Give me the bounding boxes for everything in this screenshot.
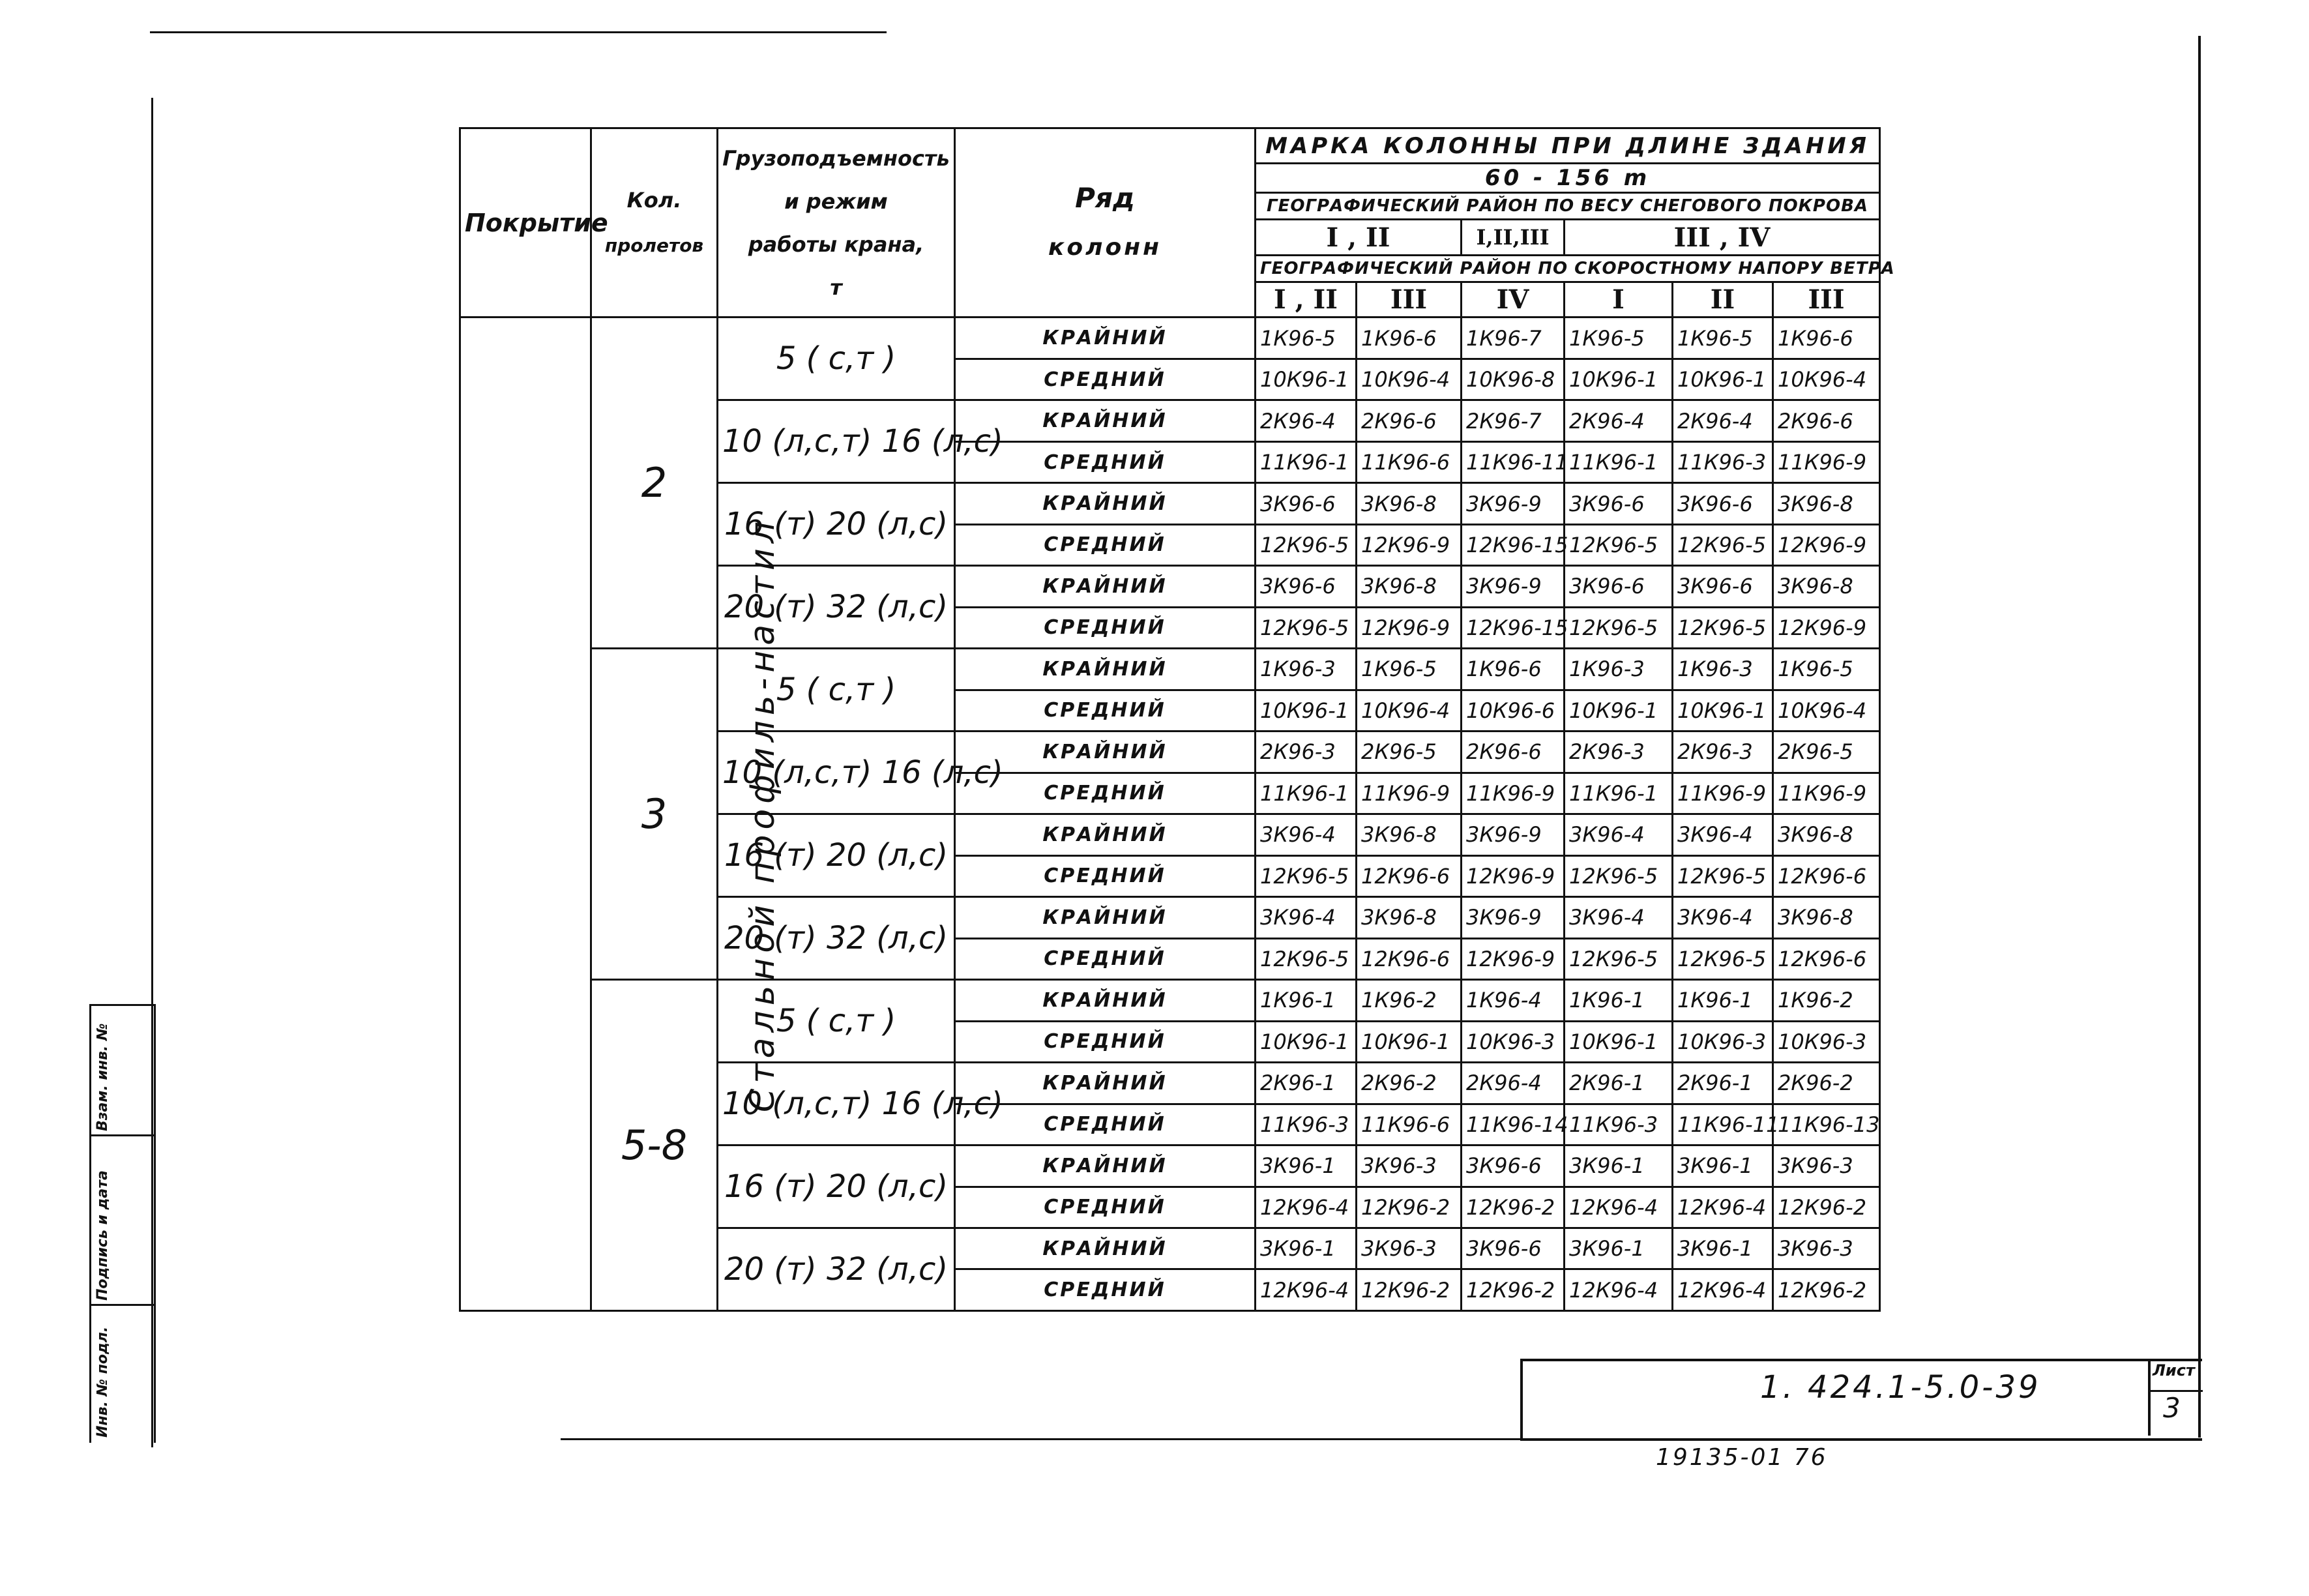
column-row-type: СРЕДНИЙ	[955, 690, 1256, 731]
header-wind-col-1: I , II	[1256, 282, 1357, 318]
crane-capacity: 5 ( с,т )	[718, 649, 955, 732]
column-mark: 2К96-6	[1357, 400, 1462, 441]
column-mark: 11К96-9	[1357, 773, 1462, 814]
spans-count: 2	[591, 318, 718, 649]
column-mark: 12К96-5	[1673, 524, 1773, 565]
column-row-type: СРЕДНИЙ	[955, 607, 1256, 648]
column-mark: 1К96-7	[1462, 318, 1565, 359]
column-mark: 3К96-1	[1565, 1145, 1673, 1187]
column-mark: 12К96-5	[1565, 855, 1673, 896]
column-mark: 12К96-5	[1673, 938, 1773, 979]
column-mark: 3К96-3	[1357, 1228, 1462, 1269]
column-mark: 3К96-9	[1462, 814, 1565, 855]
column-mark: 1К96-5	[1565, 318, 1673, 359]
spans-count: 3	[591, 649, 718, 980]
column-mark: 10К96-1	[1565, 690, 1673, 731]
crane-capacity: 10 (л,с,т) 16 (л,с)	[718, 732, 955, 814]
approval-stamp	[89, 1004, 156, 1443]
column-mark: 12К96-5	[1565, 607, 1673, 648]
column-mark: 11К96-11	[1673, 1104, 1773, 1145]
header-snow-group-3: III , IV	[1565, 220, 1880, 255]
column-mark: 10К96-4	[1357, 690, 1462, 731]
column-mark: 12К96-9	[1357, 607, 1462, 648]
header-wind-col-5: II	[1673, 282, 1773, 318]
column-mark: 10К96-1	[1357, 1021, 1462, 1062]
column-mark: 2К96-4	[1565, 400, 1673, 441]
column-mark: 2К96-1	[1673, 1063, 1773, 1104]
header-ryad	[955, 128, 1256, 318]
column-mark: 2К96-3	[1256, 732, 1357, 773]
column-mark: 12К96-4	[1565, 1269, 1673, 1311]
column-mark: 3К96-8	[1357, 566, 1462, 607]
column-mark: 3К96-6	[1565, 566, 1673, 607]
column-mark: 2К96-4	[1462, 1063, 1565, 1104]
column-mark: 12К96-5	[1256, 855, 1357, 896]
column-mark: 10К96-4	[1357, 359, 1462, 400]
column-mark: 11К96-6	[1357, 441, 1462, 482]
column-mark: 1К96-1	[1565, 980, 1673, 1021]
top-frame-line	[150, 31, 887, 33]
header-length: 60 - 156 m	[1256, 164, 1880, 193]
crane-capacity: 16 (т) 20 (л,с)	[718, 483, 955, 566]
column-mark: 11К96-9	[1673, 773, 1773, 814]
column-mark: 1К96-1	[1673, 980, 1773, 1021]
crane-capacity: 20 (т) 32 (л,с)	[718, 1228, 955, 1310]
column-mark: 2К96-1	[1256, 1063, 1357, 1104]
header-snow-group-2: I,II,III	[1462, 220, 1565, 255]
column-mark: 10К96-1	[1673, 690, 1773, 731]
column-marks-table	[459, 127, 1895, 1312]
column-mark: 3К96-8	[1773, 897, 1880, 938]
column-mark: 3К96-1	[1673, 1145, 1773, 1187]
crane-capacity: 16 (т) 20 (л,с)	[718, 814, 955, 897]
column-row-type: КРАЙНИЙ	[955, 483, 1256, 524]
header-capacity-line-3: работы крана,	[748, 231, 924, 257]
header-wind-col-3: IV	[1462, 282, 1565, 318]
header-wind-region: ГЕОГРАФИЧЕСКИЙ РАЙОН ПО СКОРОСТНОМУ НАПОРУ ВЕТРА	[1256, 255, 1880, 282]
stamp-label-inv-podl: Инв. № подл.	[95, 1326, 111, 1438]
column-mark: 3К96-4	[1565, 814, 1673, 855]
column-mark: 1К96-4	[1462, 980, 1565, 1021]
column-row-type: СРЕДНИЙ	[955, 1187, 1256, 1228]
column-mark: 3К96-6	[1673, 566, 1773, 607]
column-mark: 1К96-1	[1256, 980, 1357, 1021]
column-mark: 11К96-3	[1673, 441, 1773, 482]
column-mark: 12К96-6	[1357, 855, 1462, 896]
column-mark: 1К96-6	[1462, 649, 1565, 690]
column-mark: 2К96-4	[1256, 400, 1357, 441]
column-mark: 3К96-1	[1565, 1228, 1673, 1269]
column-mark: 3К96-4	[1673, 897, 1773, 938]
column-mark: 12К96-9	[1462, 938, 1565, 979]
column-mark: 11К96-3	[1256, 1104, 1357, 1145]
column-mark: 3К96-3	[1357, 1145, 1462, 1187]
column-mark: 2К96-6	[1773, 400, 1880, 441]
header-capacity-line-2: и режим	[784, 188, 888, 214]
column-mark: 2К96-4	[1673, 400, 1773, 441]
header-kol	[591, 128, 718, 318]
column-mark: 1К96-6	[1773, 318, 1880, 359]
column-mark: 1К96-6	[1357, 318, 1462, 359]
header-snow-group-1: I , II	[1256, 220, 1462, 255]
column-mark: 3К96-1	[1256, 1145, 1357, 1187]
column-mark: 12К96-5	[1256, 607, 1357, 648]
column-mark: 2К96-3	[1673, 732, 1773, 773]
column-mark: 11К96-14	[1462, 1104, 1565, 1145]
crane-capacity: 5 ( с,т )	[718, 318, 955, 400]
column-mark: 10К96-8	[1462, 359, 1565, 400]
column-mark: 3К96-9	[1462, 897, 1565, 938]
crane-capacity: 20 (т) 32 (л,с)	[718, 897, 955, 980]
table-row	[460, 318, 1880, 359]
column-mark: 11К96-1	[1565, 441, 1673, 482]
crane-capacity: 10 (л,с,т) 16 (л,с)	[718, 1063, 955, 1145]
covering-label: Стальной профиль-настил	[743, 516, 782, 1112]
column-mark: 3К96-8	[1773, 566, 1880, 607]
column-mark: 2К96-2	[1773, 1063, 1880, 1104]
column-mark: 2К96-5	[1773, 732, 1880, 773]
column-mark: 12К96-5	[1673, 607, 1773, 648]
column-mark: 11К96-1	[1565, 773, 1673, 814]
column-mark: 1К96-3	[1256, 649, 1357, 690]
column-mark: 2К96-1	[1565, 1063, 1673, 1104]
column-mark: 3К96-6	[1256, 566, 1357, 607]
column-mark: 10К96-1	[1673, 359, 1773, 400]
column-mark: 11К96-9	[1773, 441, 1880, 482]
column-mark: 1К96-2	[1773, 980, 1880, 1021]
column-mark: 12К96-4	[1256, 1269, 1357, 1311]
stamp-label-podpis: Подпись и дата	[95, 1170, 111, 1301]
column-mark: 10К96-4	[1773, 359, 1880, 400]
stamp-label-vzam: Взам. инв. №	[95, 1023, 111, 1131]
column-mark: 12К96-5	[1565, 524, 1673, 565]
column-mark: 1К96-5	[1673, 318, 1773, 359]
column-mark: 1К96-3	[1565, 649, 1673, 690]
column-mark: 11К96-1	[1256, 773, 1357, 814]
column-mark: 12К96-6	[1357, 938, 1462, 979]
column-row-type: СРЕДНИЙ	[955, 359, 1256, 400]
column-row-type: СРЕДНИЙ	[955, 938, 1256, 979]
column-mark: 12К96-4	[1256, 1187, 1357, 1228]
column-row-type: СРЕДНИЙ	[955, 855, 1256, 896]
column-mark: 2К96-6	[1462, 732, 1565, 773]
column-mark: 3К96-8	[1357, 897, 1462, 938]
column-mark: 3К96-6	[1673, 483, 1773, 524]
column-mark: 2К96-7	[1462, 400, 1565, 441]
column-mark: 3К96-1	[1256, 1228, 1357, 1269]
crane-capacity: 16 (т) 20 (л,с)	[718, 1145, 955, 1228]
header-capacity	[718, 128, 955, 318]
header-wind-col-4: I	[1565, 282, 1673, 318]
column-mark: 3К96-4	[1256, 897, 1357, 938]
column-mark: 3К96-1	[1673, 1228, 1773, 1269]
column-mark: 3К96-4	[1565, 897, 1673, 938]
column-mark: 10К96-3	[1462, 1021, 1565, 1062]
column-row-type: СРЕДНИЙ	[955, 1269, 1256, 1311]
column-mark: 12К96-9	[1773, 607, 1880, 648]
header-wind-col-2: III	[1357, 282, 1462, 318]
column-mark: 2К96-3	[1565, 732, 1673, 773]
bottom-frame-line	[561, 1438, 1525, 1440]
column-mark: 1К96-5	[1357, 649, 1462, 690]
column-row-type: СРЕДНИЙ	[955, 441, 1256, 482]
header-ryad-line-1: Ряд	[1075, 181, 1135, 214]
column-row-type: КРАЙНИЙ	[955, 318, 1256, 359]
header-wind-col-6: III	[1773, 282, 1880, 318]
table-row	[460, 980, 1880, 1021]
column-mark: 1К96-3	[1673, 649, 1773, 690]
column-mark: 3К96-6	[1565, 483, 1673, 524]
column-mark: 3К96-8	[1773, 814, 1880, 855]
column-mark: 12К96-5	[1673, 855, 1773, 896]
column-row-type: КРАЙНИЙ	[955, 814, 1256, 855]
column-mark: 12К96-6	[1773, 938, 1880, 979]
column-mark: 11К96-13	[1773, 1104, 1880, 1145]
column-row-type: КРАЙНИЙ	[955, 1228, 1256, 1269]
column-mark: 11К96-3	[1565, 1104, 1673, 1145]
column-mark: 3К96-8	[1357, 483, 1462, 524]
column-mark: 12К96-15	[1462, 607, 1565, 648]
column-mark: 3К96-6	[1462, 1145, 1565, 1187]
column-mark: 1К96-2	[1357, 980, 1462, 1021]
column-mark: 3К96-8	[1357, 814, 1462, 855]
column-row-type: КРАЙНИЙ	[955, 1063, 1256, 1104]
column-mark: 12К96-9	[1462, 855, 1565, 896]
column-mark: 10К96-1	[1565, 359, 1673, 400]
column-mark: 10К96-4	[1773, 690, 1880, 731]
column-mark: 12К96-2	[1462, 1269, 1565, 1311]
sheet-label: Лист	[2153, 1361, 2195, 1380]
column-row-type: КРАЙНИЙ	[955, 566, 1256, 607]
sheet-number: 3	[2163, 1392, 2181, 1424]
column-mark: 10К96-6	[1462, 690, 1565, 731]
crane-capacity: 20 (т) 32 (л,с)	[718, 566, 955, 649]
column-row-type: КРАЙНИЙ	[955, 732, 1256, 773]
column-mark: 3К96-9	[1462, 483, 1565, 524]
column-row-type: СРЕДНИЙ	[955, 773, 1256, 814]
column-mark: 11К96-6	[1357, 1104, 1462, 1145]
crane-capacity: 10 (л,с,т) 16 (л,с)	[718, 400, 955, 483]
column-mark: 3К96-9	[1462, 566, 1565, 607]
column-row-type: КРАЙНИЙ	[955, 980, 1256, 1021]
column-mark: 2К96-5	[1357, 732, 1462, 773]
column-mark: 12К96-6	[1773, 855, 1880, 896]
header-kol-label: Кол.	[626, 187, 682, 213]
column-mark: 3К96-3	[1773, 1228, 1880, 1269]
spans-count: 5-8	[591, 980, 718, 1311]
column-mark: 3К96-4	[1256, 814, 1357, 855]
column-mark: 11К96-11	[1462, 441, 1565, 482]
column-mark: 12К96-2	[1773, 1269, 1880, 1311]
column-mark: 2К96-2	[1357, 1063, 1462, 1104]
column-mark: 12К96-4	[1673, 1269, 1773, 1311]
header-proletov-label: пролетов	[604, 234, 704, 256]
column-mark: 12К96-4	[1673, 1187, 1773, 1228]
column-mark: 12К96-2	[1357, 1269, 1462, 1311]
column-mark: 12К96-15	[1462, 524, 1565, 565]
column-mark: 1К96-5	[1773, 649, 1880, 690]
column-mark: 12К96-2	[1773, 1187, 1880, 1228]
header-ryad-line-2: колонн	[1048, 233, 1162, 261]
column-mark: 11К96-1	[1256, 441, 1357, 482]
column-mark: 12К96-4	[1565, 1187, 1673, 1228]
column-row-type: КРАЙНИЙ	[955, 1145, 1256, 1187]
column-mark: 3К96-3	[1773, 1145, 1880, 1187]
column-row-type: СРЕДНИЙ	[955, 1104, 1256, 1145]
column-mark: 11К96-9	[1462, 773, 1565, 814]
document-code: 1. 424.1-5.0-39	[1760, 1369, 2041, 1406]
column-mark: 10К96-1	[1256, 690, 1357, 731]
column-mark: 10К96-1	[1256, 1021, 1357, 1062]
column-row-type: КРАЙНИЙ	[955, 897, 1256, 938]
crane-capacity: 5 ( с,т )	[718, 980, 955, 1063]
column-mark: 12К96-9	[1357, 524, 1462, 565]
column-mark: 12К96-9	[1773, 524, 1880, 565]
header-snow-region: ГЕОГРАФИЧЕСКИЙ РАЙОН ПО ВЕСУ СНЕГОВОГО ПОКРОВА	[1256, 192, 1880, 220]
column-mark: 12К96-2	[1462, 1187, 1565, 1228]
column-mark: 3К96-4	[1673, 814, 1773, 855]
column-mark: 12К96-2	[1357, 1187, 1462, 1228]
footer-code: 19135-01 76	[1656, 1444, 1828, 1471]
table-row	[460, 649, 1880, 690]
header-capacity-line-4: т	[830, 274, 842, 300]
column-row-type: СРЕДНИЙ	[955, 524, 1256, 565]
column-mark: 10К96-3	[1773, 1021, 1880, 1062]
column-mark: 3К96-6	[1462, 1228, 1565, 1269]
column-mark: 12К96-5	[1256, 524, 1357, 565]
column-mark: 1К96-5	[1256, 318, 1357, 359]
column-mark: 3К96-6	[1256, 483, 1357, 524]
column-mark: 10К96-3	[1673, 1021, 1773, 1062]
column-row-type: КРАЙНИЙ	[955, 649, 1256, 690]
header-pokrytie: Покрытие	[460, 128, 591, 318]
column-mark: 10К96-1	[1256, 359, 1357, 400]
column-mark: 3К96-8	[1773, 483, 1880, 524]
column-row-type: КРАЙНИЙ	[955, 400, 1256, 441]
column-mark: 10К96-1	[1565, 1021, 1673, 1062]
column-mark: 12К96-5	[1565, 938, 1673, 979]
column-mark: 12К96-5	[1256, 938, 1357, 979]
column-row-type: СРЕДНИЙ	[955, 1021, 1256, 1062]
column-mark: 11К96-9	[1773, 773, 1880, 814]
header-marka-title: МАРКА КОЛОННЫ ПРИ ДЛИНЕ ЗДАНИЯ	[1256, 128, 1880, 164]
right-frame-line	[2198, 36, 2201, 1438]
header-capacity-line-1: Грузоподъемность	[722, 145, 950, 171]
